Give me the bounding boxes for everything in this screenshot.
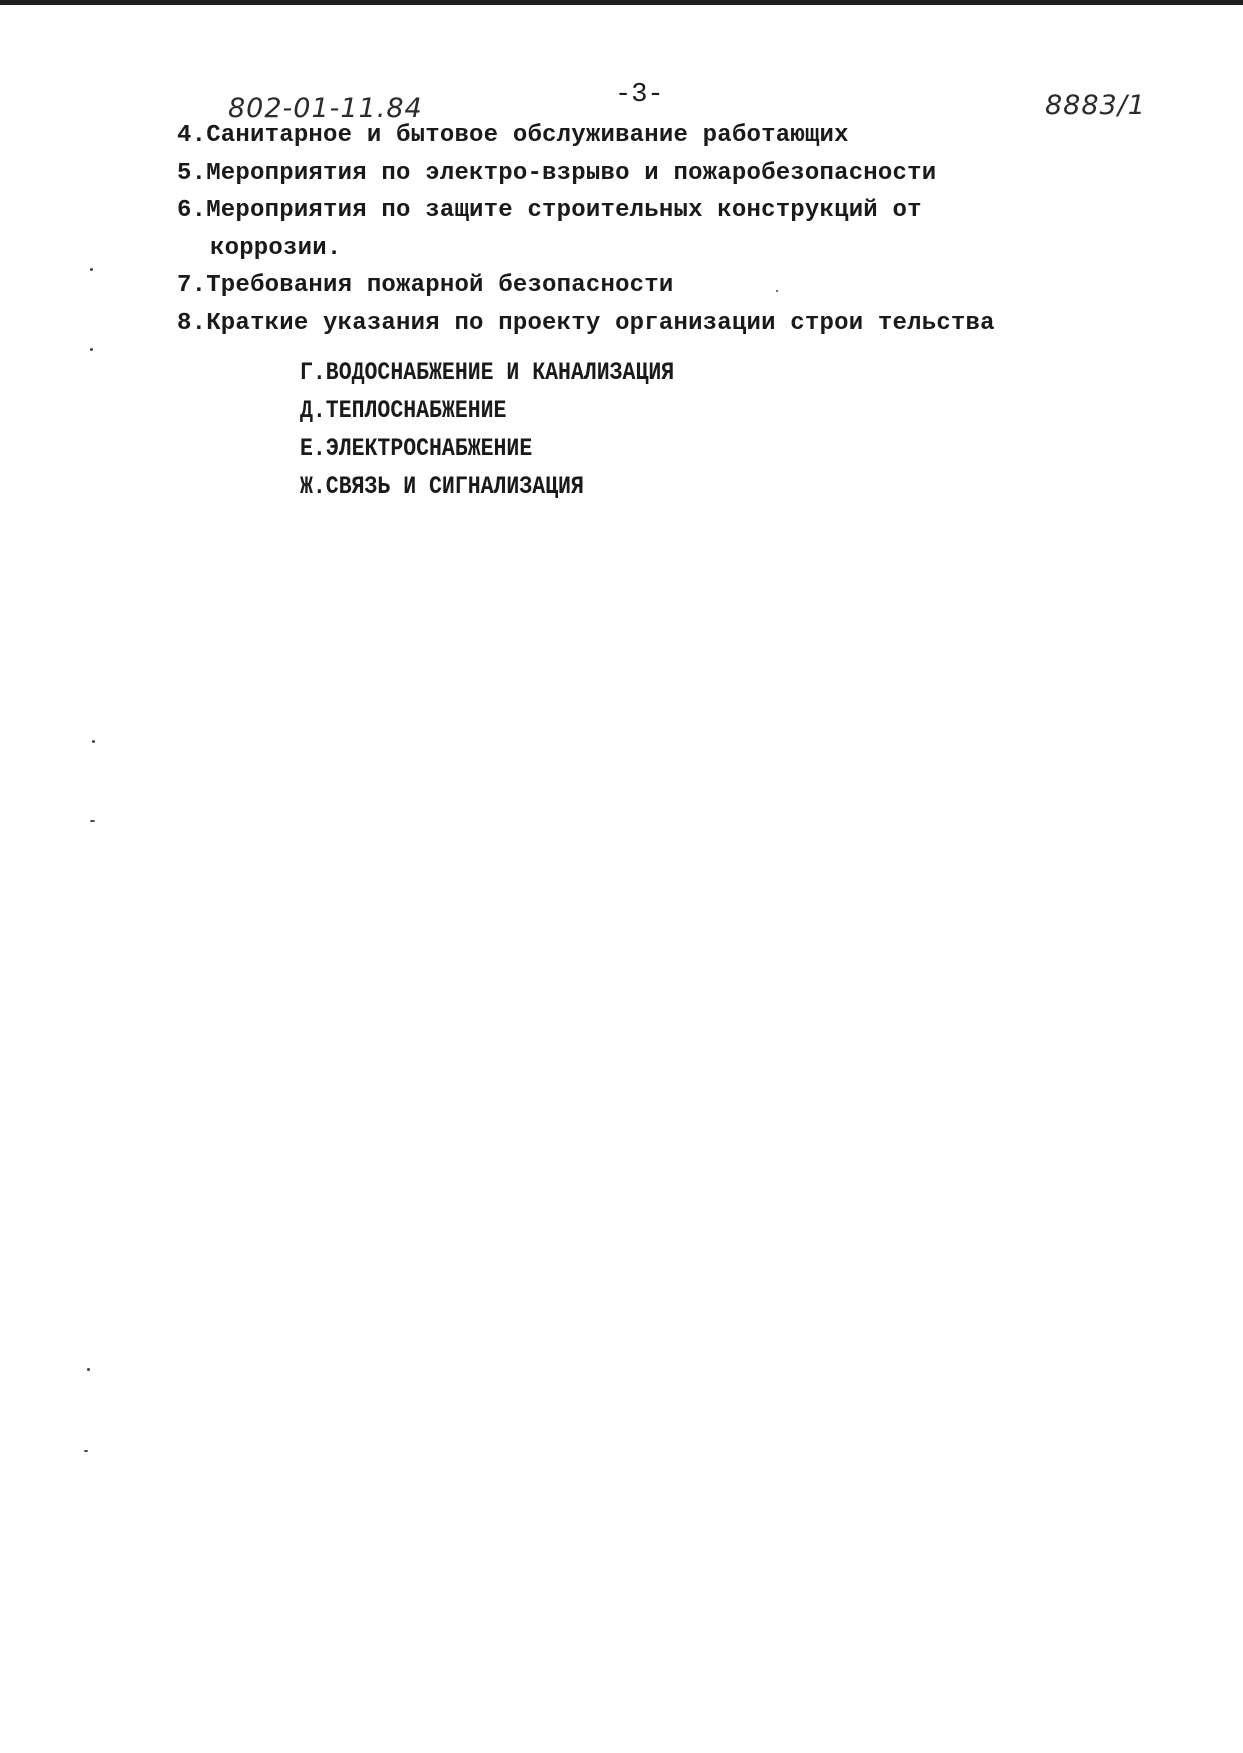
- section-e: Е.ЭЛЕКТРОСНАБЖЕНИЕ: [300, 434, 533, 463]
- scan-speck: [776, 290, 778, 292]
- sections-list: [300, 354, 1100, 506]
- scan-speck: [84, 1450, 88, 1452]
- scan-top-edge: [0, 0, 1243, 5]
- scan-speck: [90, 268, 93, 271]
- scan-speck: [90, 820, 95, 822]
- contents-item-7: 7.Требования пожарной безопасности: [177, 272, 674, 299]
- contents-item-6: 6.Мероприятия по защите строительных конструкций от: [177, 197, 922, 224]
- scan-speck: [90, 348, 93, 351]
- section-zh: Ж.СВЯЗЬ И СИГНАЛИЗАЦИЯ: [300, 472, 584, 501]
- contents-item-6-continuation: коррозии.: [210, 234, 342, 262]
- contents-item-4: 4.Санитарное и бытовое обслуживание работающих: [177, 122, 849, 149]
- archive-number: 8883/1: [1045, 90, 1146, 121]
- document-code: 802-01-11.84: [228, 93, 423, 124]
- scan-speck: [87, 1368, 90, 1371]
- contents-list: [177, 117, 1177, 342]
- scan-speck: [92, 740, 95, 743]
- page-number: -3-: [615, 80, 664, 110]
- section-d: Д.ТЕПЛОСНАБЖЕНИЕ: [300, 396, 507, 425]
- contents-item-8: 8.Краткие указания по проекту организации строи тельства: [177, 309, 995, 337]
- section-g: Г.ВОДОСНАБЖЕНИЕ И КАНАЛИЗАЦИЯ: [300, 358, 675, 387]
- contents-item-5: 5.Мероприятия по электро-взрыво и пожаробезопасности: [177, 159, 937, 187]
